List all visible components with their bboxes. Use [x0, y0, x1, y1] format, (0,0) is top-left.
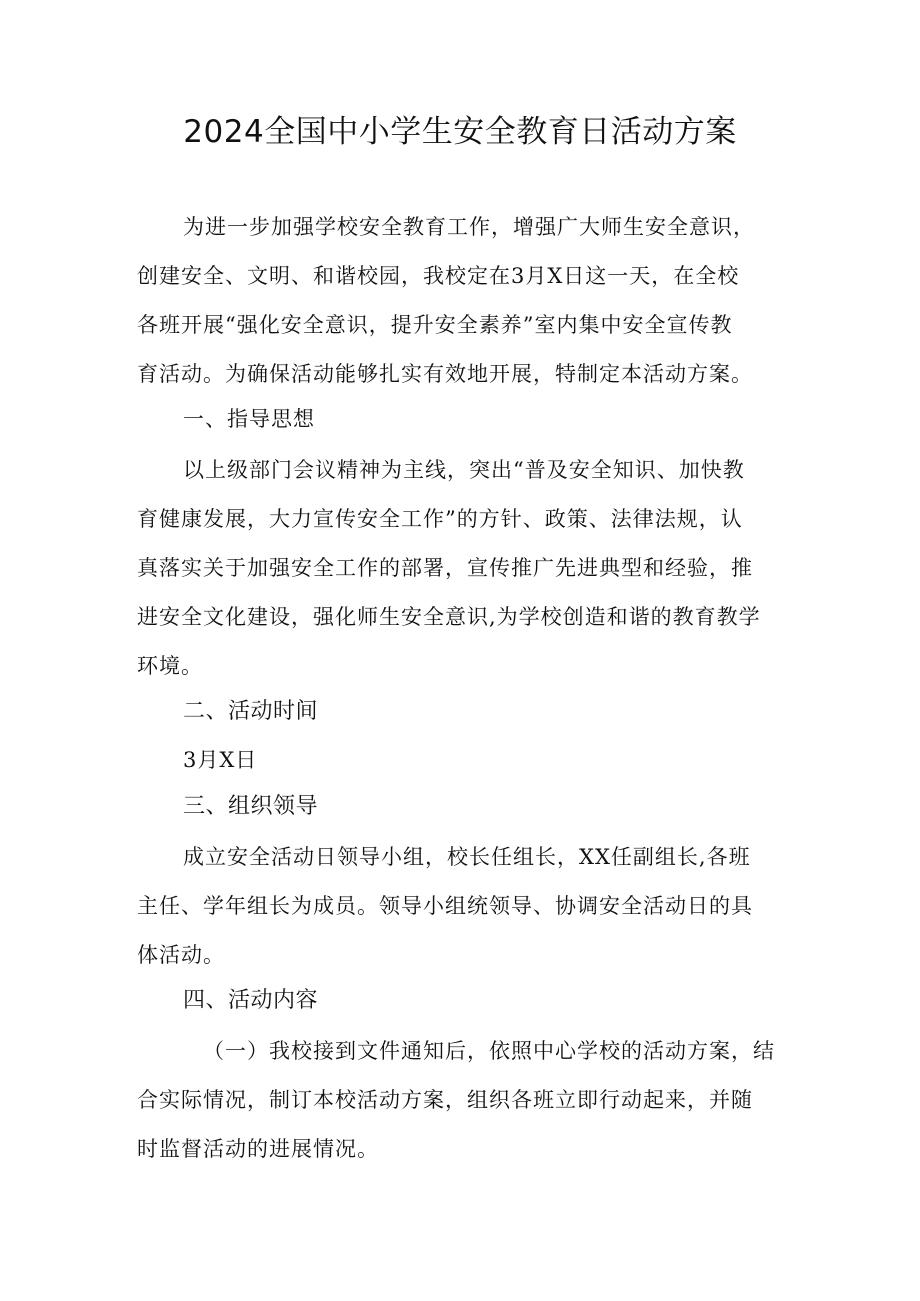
- document-title: 2024全国中小学生安全教育日活动方案: [183, 114, 737, 150]
- leadership-paragraph: [137, 833, 797, 980]
- paragraph-line: 主任、学年组长为成员。领导小组统领导、协调安全活动日的具: [137, 894, 753, 918]
- paragraph-line: 育健康发展，大力宣传安全工作”的方针、政策、法律法规，认: [137, 507, 743, 531]
- paragraph-line: 环境。: [137, 654, 203, 678]
- guiding-thought-paragraph: [137, 446, 797, 691]
- paragraph-line: 3月X日: [183, 748, 258, 772]
- activity-content-paragraph: [137, 1027, 797, 1174]
- section-heading-guiding-thought: 一、指导思想: [183, 407, 315, 431]
- paragraph-line: 时监督活动的进展情况。: [137, 1137, 379, 1161]
- paragraph-line: 各班开展“强化安全意识，提升安全素养”室内集中安全宣传教: [137, 313, 733, 337]
- paragraph-line: 育活动。为确保活动能够扎实有效地开展，特制定本活动方案。: [137, 362, 753, 386]
- paragraph-line: 成立安全活动日领导小组，校长任组长，XX任副组长,各班: [183, 845, 751, 869]
- paragraph-line: 进安全文化建设，强化师生安全意识,为学校创造和谐的教育教学: [137, 605, 761, 629]
- paragraph-line: （一）我校接到文件通知后，依照中心学校的活动方案，结: [203, 1039, 775, 1063]
- section-heading-activity-time: 二、活动时间: [183, 699, 319, 724]
- section-heading-activity-content: 四、活动内容: [183, 988, 319, 1013]
- paragraph-line: 体活动。: [137, 943, 225, 967]
- paragraph-line: 合实际情况，制订本校活动方案，组织各班立即行动起来，并随: [137, 1088, 753, 1112]
- paragraph-line: 真落实关于加强安全工作的部署，宣传推广先进典型和经验，推: [137, 556, 753, 580]
- paragraph-line: 创建安全、文明、和谐校园，我校定在3月X日这一天，在全校: [137, 264, 740, 288]
- paragraph-line: 以上级部门会议精神为主线，突出“普及安全知识、加快教: [183, 458, 745, 482]
- intro-paragraph: [137, 203, 797, 399]
- activity-time-paragraph: [137, 736, 797, 785]
- paragraph-line: 为进一步加强学校安全教育工作，增强广大师生安全意识，: [183, 215, 755, 239]
- section-heading-leadership: 三、组织领导: [183, 794, 319, 819]
